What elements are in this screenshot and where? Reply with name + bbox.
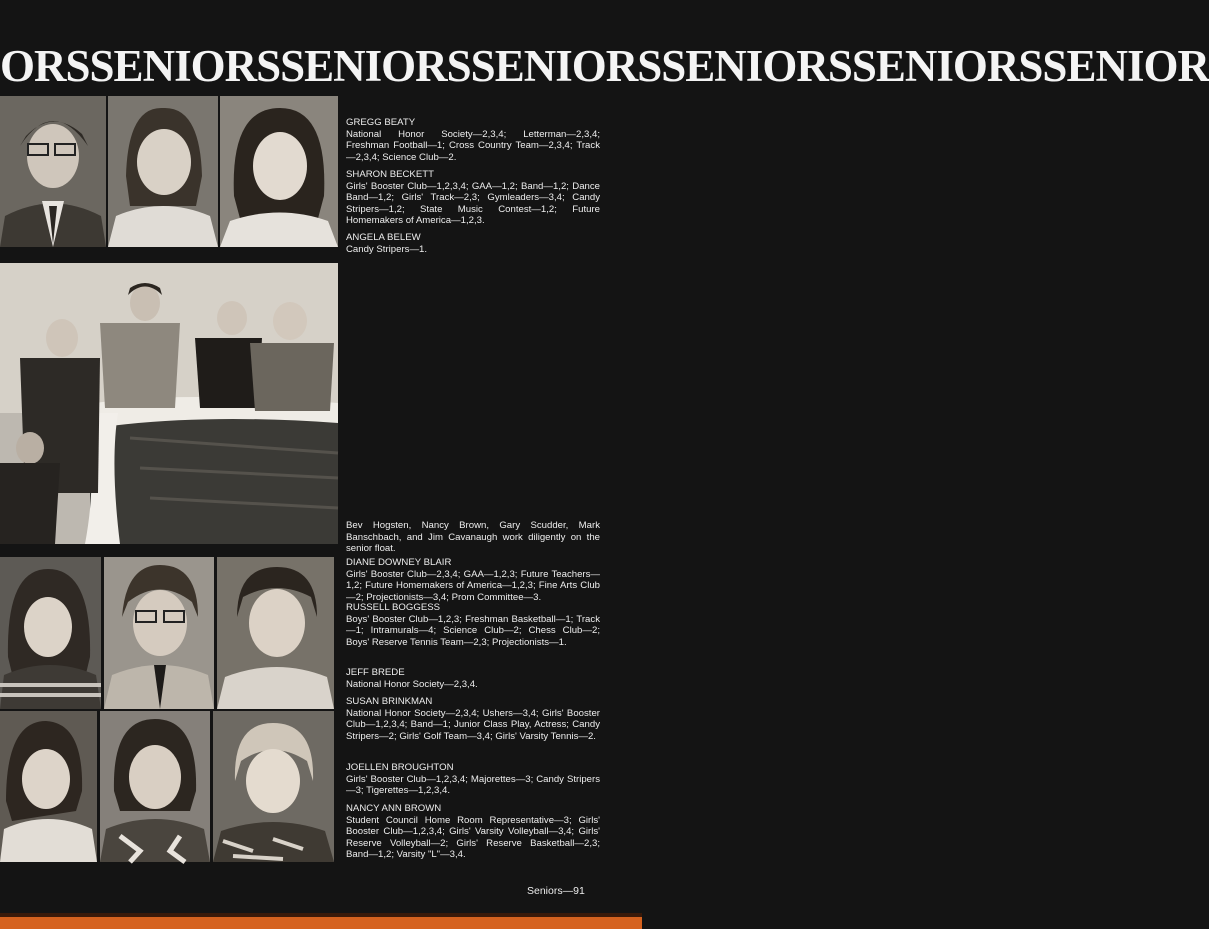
float-caption: Bev Hogsten, Nancy Brown, Gary Scudder, Mark Banschbach, and Jim Cavanaugh work diligently on the senior float.	[346, 520, 600, 555]
senior-entry	[346, 762, 600, 797]
senior-name: RUSSELL BOGGESS	[346, 602, 441, 613]
senior-entries-top	[346, 117, 600, 257]
senior-entry	[346, 169, 600, 227]
senior-activities: Girls' Booster Club—2,3,4; GAA—1,2,3; Future Teachers—1,2; Future Homemakers of America—1,2,3; Fine Arts Club—2; Projectionists—3,4; Prom Committee—3.	[346, 568, 600, 603]
senior-name: GREGG BEATY	[346, 117, 416, 128]
seniors-banner: ORSSENIORSSENIORSSENIORSSENIORSSENIORSSENIOR	[0, 41, 1209, 91]
portrait-photo	[104, 557, 214, 709]
senior-activities: National Honor Society—2,3,4.	[346, 678, 478, 690]
senior-activities: Girls' Booster Club—1,2,3,4; Majorettes—3; Candy Stripers—3; Tigerettes—1,2,3,4.	[346, 773, 600, 797]
page-number: Seniors—91	[527, 885, 585, 897]
senior-entry	[346, 117, 600, 163]
senior-entry	[346, 667, 600, 690]
senior-float-photo	[0, 263, 338, 544]
bottom-accent-bar	[0, 917, 642, 929]
senior-name: NANCY ANN BROWN	[346, 803, 442, 814]
portrait-photo	[100, 711, 210, 862]
portrait-photo	[108, 96, 218, 247]
senior-entry	[346, 602, 600, 648]
senior-name: ANGELA BELEW	[346, 232, 421, 243]
portrait-photo	[213, 711, 334, 862]
senior-name: JEFF BREDE	[346, 667, 405, 678]
senior-entries-bottom	[346, 557, 600, 877]
portrait-photo	[217, 557, 334, 709]
senior-activities: Student Council Home Room Representative—3; Girls' Booster Club—1,2,3,4; Girls' Varsity Volleyball—3,4; Girls' Reserve Volleyball—2; Girls' Reserve Basketball—2,3; Band—1,2; Varsity "L"—3,4.	[346, 814, 600, 861]
senior-activities: Girls' Booster Club—1,2,3,4; GAA—1,2; Band—1,2; Dance Band—1,2; Girls' Track—2,3; Gymleaders—3,4; Candy Stripers—1,2; State Music Contest—1,2; Future Homemakers of America—1,2,3.	[346, 180, 600, 227]
senior-name: SHARON BECKETT	[346, 169, 434, 180]
portrait-photo	[0, 557, 101, 709]
senior-entry	[346, 803, 600, 861]
portrait-photo	[0, 711, 97, 862]
senior-activities: Boys' Booster Club—1,2,3; Freshman Basketball—1; Track—1; Intramurals—4; Science Club—2; Chess Club—2; Boys' Reserve Tennis Team—2,3; Projectionists—1.	[346, 613, 600, 648]
senior-activities: National Honor Society—2,3,4; Letterman—2,3,4; Freshman Football—1; Cross Country Team—2,3,4; Track—2,3,4; Science Club—2.	[346, 128, 600, 163]
senior-name: SUSAN BRINKMAN	[346, 696, 433, 707]
senior-entry	[346, 696, 600, 742]
senior-entry	[346, 232, 600, 255]
portrait-photo	[220, 96, 338, 247]
senior-name: DIANE DOWNEY BLAIR	[346, 557, 452, 568]
senior-activities: National Honor Society—2,3,4; Ushers—3,4; Girls' Booster Club—1,2,3,4; Band—1; Junior Class Play, Actress; Candy Stripers—2; Girls' Golf Team—3,4; Girls' Varsity Tennis—2.	[346, 707, 600, 742]
senior-name: JOELLEN BROUGHTON	[346, 762, 454, 773]
senior-activities: Candy Stripers—1.	[346, 243, 428, 255]
portrait-photo	[0, 96, 106, 247]
senior-entry	[346, 557, 600, 603]
